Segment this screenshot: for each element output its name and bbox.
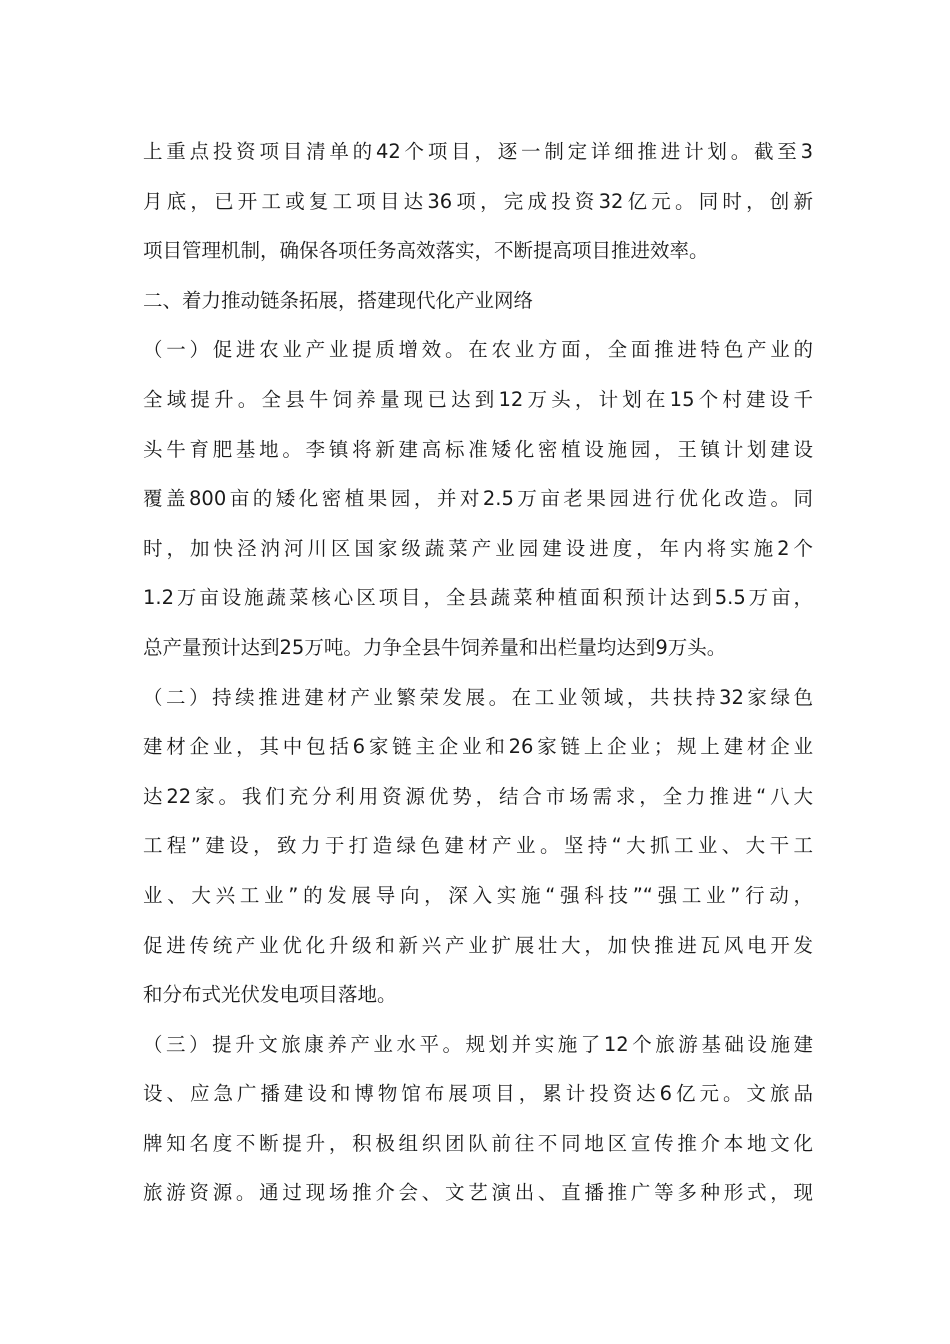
- text-line: 头牛育肥基地。李镇将新建高标准矮化密植设施园，王镇计划建设: [143, 437, 813, 461]
- text-line: 建材企业，其中包括6家链主企业和26家链上企业；规上建材企业: [143, 735, 813, 759]
- text-line: 总产量预计达到25万吨。力争全县牛饲养量和出栏量均达到9万头。: [143, 635, 727, 659]
- text-line: 业、大兴工业”的发展导向，深入实施“强科技”“强工业”行动，: [143, 883, 813, 907]
- text-line: 旅游资源。通过现场推介会、文艺演出、直播推广等多种形式，现: [143, 1181, 813, 1205]
- text-line: （一）促进农业产业提质增效。在农业方面，全面推进特色产业的: [143, 338, 813, 362]
- text-line: 月底，已开工或复工项目达36项，完成投资32亿元。同时，创新: [143, 189, 813, 213]
- text-line: 项目管理机制，确保各项任务高效落实，不断提高项目推进效率。: [143, 239, 709, 263]
- section-heading: 二、着力推动链条拓展，搭建现代化产业网络: [143, 288, 534, 312]
- text-line: 1.2万亩设施蔬菜核心区项目，全县蔬菜种植面积预计达到5.5万亩，: [143, 586, 813, 610]
- text-line: 工程”建设，致力于打造绿色建材产业。坚持“大抓工业、大干工: [143, 834, 813, 858]
- text-line: 上重点投资项目清单的42个项目，逐一制定详细推进计划。截至3: [143, 140, 813, 163]
- text-line: （二）持续推进建材产业繁荣发展。在工业领域，共扶持32家绿色: [143, 685, 813, 709]
- document-body: [143, 127, 813, 1218]
- text-line: （三）提升文旅康养产业水平。规划并实施了12个旅游基础设施建: [143, 1032, 813, 1056]
- text-line: 牌知名度不断提升，积极组织团队前往不同地区宣传推介本地文化: [143, 1131, 813, 1155]
- text-line: 全域提升。全县牛饲养量现已达到12万头，计划在15个村建设千: [143, 387, 813, 411]
- text-line: 和分布式光伏发电项目落地。: [143, 983, 397, 1007]
- text-line: 促进传统产业优化升级和新兴产业扩展壮大，加快推进瓦风电开发: [143, 933, 813, 957]
- text-line: 设、应急广播建设和博物馆布展项目，累计投资达6亿元。文旅品: [143, 1082, 813, 1106]
- text-line: 时，加快泾汭河川区国家级蔬菜产业园建设进度，年内将实施2个: [143, 536, 813, 560]
- text-line: 达22家。我们充分利用资源优势，结合市场需求，全力推进“八大: [143, 784, 813, 808]
- text-line: 覆盖800亩的矮化密植果园，并对2.5万亩老果园进行优化改造。同: [143, 487, 813, 511]
